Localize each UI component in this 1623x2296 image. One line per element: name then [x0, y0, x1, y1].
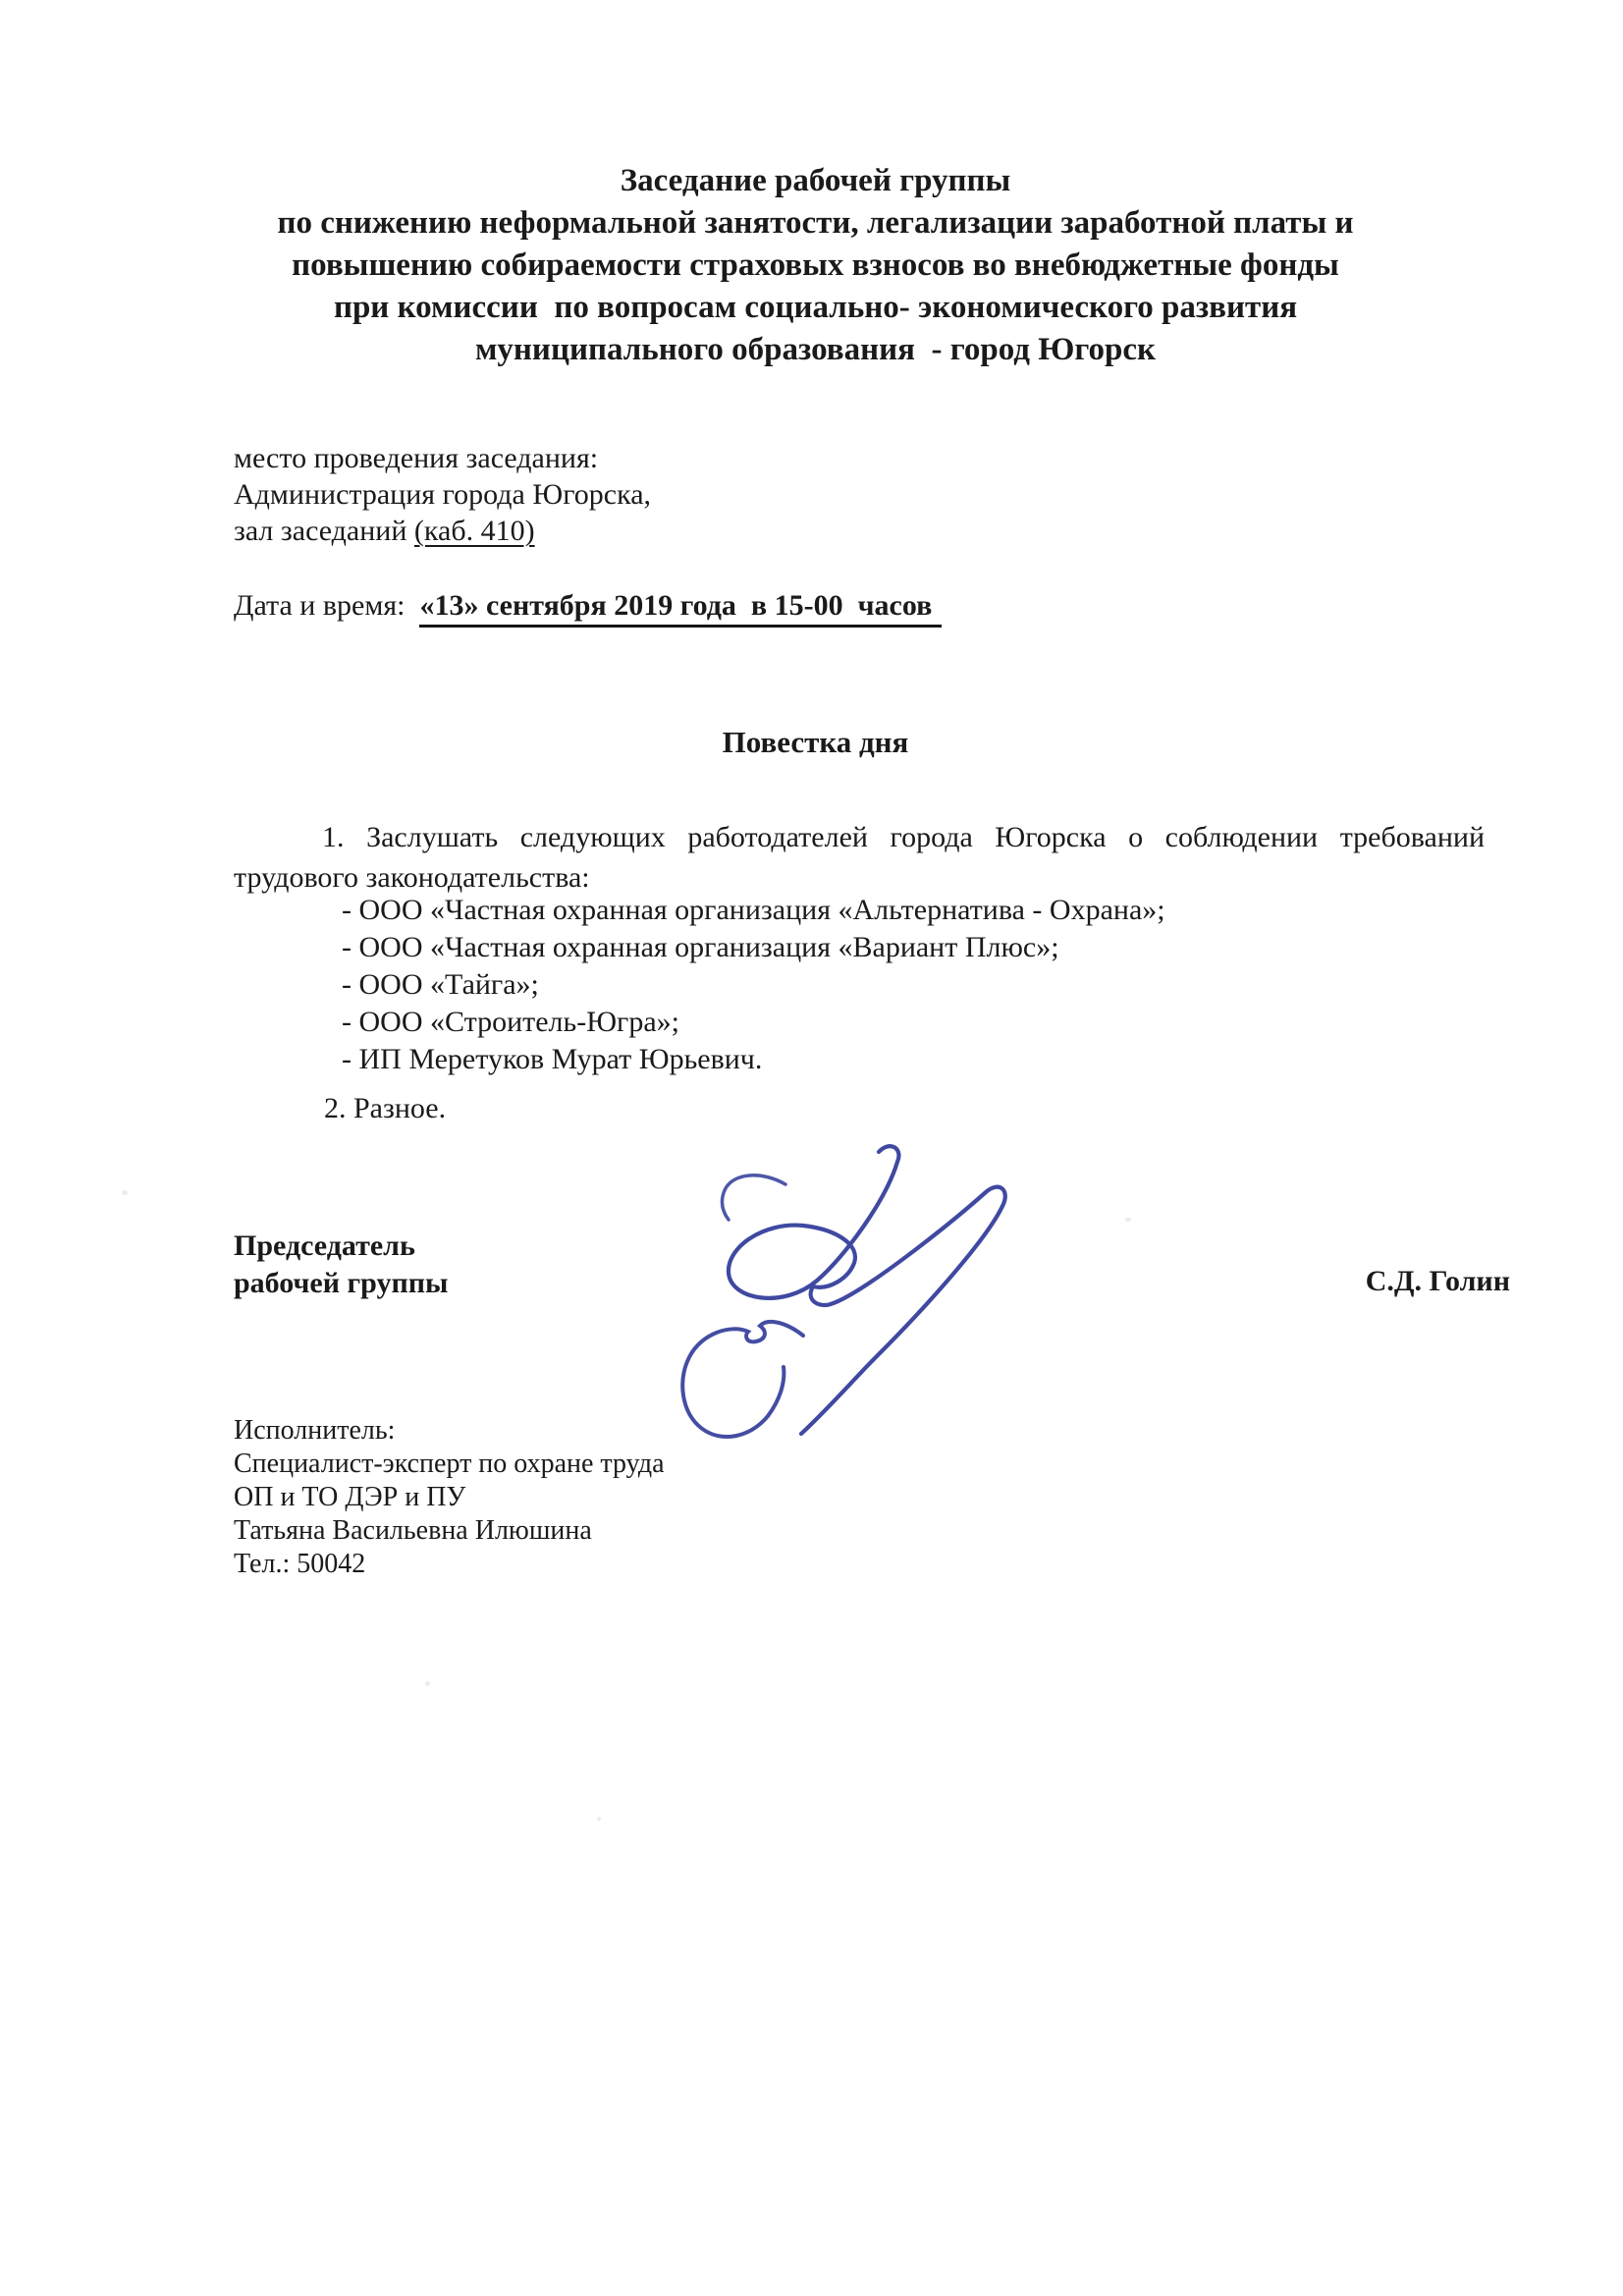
- list-item: - ООО «Строитель-Югра»;: [342, 1006, 679, 1038]
- scan-speck: [597, 1817, 601, 1821]
- executor-line: Исполнитель:: [234, 1415, 396, 1446]
- scan-speck: [1125, 1218, 1131, 1222]
- agenda-heading: Повестка дня: [722, 725, 909, 759]
- signature-stroke-bottom-loop: [682, 1322, 803, 1437]
- executor-block: [234, 1414, 665, 1581]
- list-item: - ООО «Частная охранная организация «Альтернатива - Охрана»;: [342, 894, 1165, 926]
- list-item: - ИП Меретуков Мурат Юрьевич.: [342, 1043, 763, 1075]
- document-title: [234, 160, 1397, 371]
- agenda-item-2: 2. Разное.: [324, 1092, 447, 1124]
- datetime-value: «13» сентября 2019 года в 15-00 часов: [419, 589, 942, 628]
- signatory-name: С.Д. Голин: [1365, 1265, 1510, 1297]
- agenda-item-1-line2: трудового законодательства:: [234, 861, 590, 894]
- agenda-item-1-sublist: [342, 892, 1165, 1078]
- title-line: по снижению неформальной занятости, легализации заработной платы и: [277, 205, 1354, 241]
- list-item: - ООО «Тайга»;: [342, 968, 539, 1001]
- executor-line: Специалист-эксперт по охране труда: [234, 1449, 665, 1479]
- agenda-item-1: [234, 817, 1485, 898]
- signature-stroke-hook: [722, 1175, 785, 1220]
- location-line: [234, 513, 651, 549]
- executor-line: ОП и ТО ДЭР и ПУ: [234, 1482, 466, 1512]
- scan-speck: [122, 1190, 128, 1195]
- handwritten-signature: [636, 1108, 1068, 1481]
- executor-line: Тел.: 50042: [234, 1549, 366, 1579]
- scan-speck: [425, 1681, 430, 1686]
- signatory-role-line: рабочей группы: [234, 1267, 449, 1299]
- signature-stroke-main: [729, 1146, 1005, 1434]
- datetime-label: Дата и время:: [234, 589, 420, 622]
- location-line: место проведения заседания:: [234, 442, 599, 474]
- executor-line: Татьяна Васильевна Илюшина: [234, 1515, 592, 1546]
- signatory-role-line: Председатель: [234, 1230, 415, 1262]
- location-room-underlined: (каб. 410): [413, 515, 535, 547]
- list-item: - ООО «Частная охранная организация «Вариант Плюс»;: [342, 931, 1059, 963]
- location-room-prefix: зал заседаний: [234, 515, 414, 547]
- signatory-role: [234, 1228, 448, 1302]
- title-line: повышению собираемости страховых взносов во внебюджетные фонды: [292, 247, 1339, 283]
- title-line: муниципального образования - город Югорск: [474, 332, 1157, 367]
- title-line: Заседание рабочей группы: [620, 163, 1011, 198]
- agenda-item-1-line1: 1. Заслушать следующих работодателей города Югорска о соблюдении требований: [322, 821, 1485, 853]
- title-line: при комиссии по вопросам социально- экономического развития: [333, 290, 1298, 325]
- location-line: Администрация города Югорска,: [234, 478, 652, 511]
- meeting-datetime: [234, 589, 942, 623]
- meeting-location-block: [234, 440, 651, 549]
